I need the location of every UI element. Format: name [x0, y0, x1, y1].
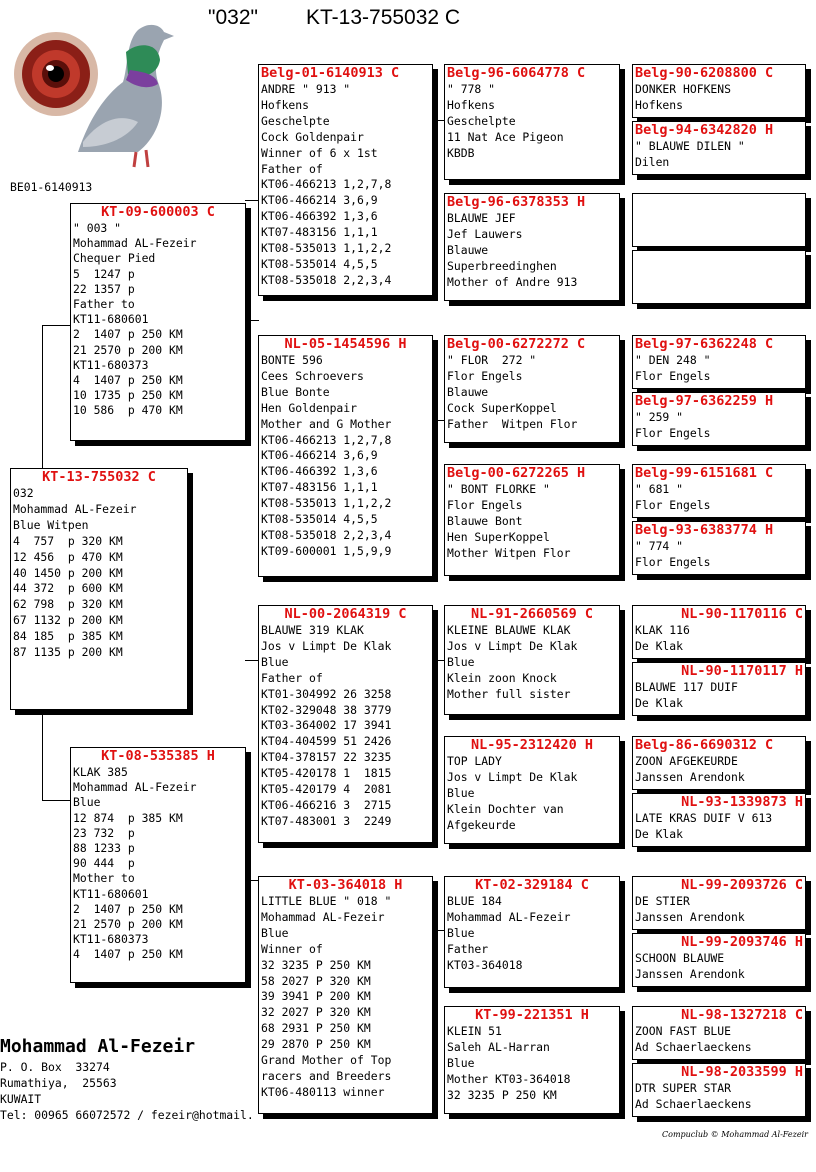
card-line: De Klak	[635, 826, 684, 841]
pedigree-card-gen4	[632, 392, 806, 446]
card-line: KT06-466213 1,2,7,8	[261, 177, 392, 192]
card-line: KT08-535013 1,1,2,2	[261, 241, 392, 256]
connector-line	[245, 660, 259, 661]
card-line: " BONT FLORKE "	[447, 482, 550, 496]
card-line: 39 3941 P 200 KM	[261, 989, 371, 1004]
card-line: Blue	[447, 654, 475, 669]
card-line: KT03-364002 17 3941	[261, 718, 392, 733]
card-line: Father of	[261, 670, 323, 685]
card-line: Blue Witpen	[13, 517, 89, 532]
card-line: Cock SuperKoppel	[447, 400, 557, 415]
pedigree-card-gen3	[444, 605, 620, 715]
card-line: Flor Engels	[635, 425, 711, 440]
card-line: " 681 "	[635, 482, 684, 496]
pedigree-card-gen4	[632, 793, 806, 847]
card-line: KLAK 385	[73, 765, 128, 779]
ring-id: KT-99-221351 H	[475, 1007, 589, 1023]
pedigree-card-gen4-empty	[632, 250, 806, 304]
connector-line	[245, 880, 259, 881]
card-line: Jos v Limpt De Klak	[261, 638, 392, 653]
card-line: 32 2027 P 320 KM	[261, 1005, 371, 1020]
card-line: Father to	[73, 297, 135, 312]
pedigree-card-gen4	[632, 464, 806, 518]
card-line: Geschelpte	[447, 113, 516, 128]
card-line: Winner of	[261, 941, 323, 956]
connector-line	[432, 660, 444, 661]
pedigree-card-gen3	[444, 193, 620, 301]
card-line: Mohammad AL-Fezeir	[261, 909, 385, 924]
card-line: 22 1357 p	[73, 281, 135, 296]
card-line: " FLOR 272 "	[447, 353, 537, 367]
card-line: KT08-535014 4,5,5	[261, 512, 378, 527]
card-line: KT08-535018 2,2,3,4	[261, 527, 392, 542]
card-line: DONKER HOFKENS	[635, 82, 732, 96]
card-line: " DEN 248 "	[635, 353, 711, 367]
card-line: KT06-466213 1,2,7,8	[261, 432, 392, 447]
photo-caption: BE01-6140913	[10, 180, 93, 194]
card-line: Grand Mother of Top	[261, 1053, 392, 1068]
card-line: KT11-680373	[73, 357, 149, 372]
connector-line	[432, 120, 444, 121]
connector-line	[432, 420, 444, 421]
card-line: Father of	[261, 161, 323, 176]
ring-id: KT-13-755032 C	[42, 469, 156, 485]
card-line: BLAUWE JEF	[447, 211, 516, 225]
card-line: KT11-680601	[73, 312, 149, 327]
pedigree-card-dam-dam	[258, 876, 433, 1114]
card-line: ANDRE " 913 "	[261, 82, 351, 96]
card-line: KT11-680601	[73, 886, 149, 901]
card-line: 84 185 p 385 KM	[13, 629, 123, 644]
ring-number: KT-13-755032 C	[306, 6, 461, 29]
card-line: LATE KRAS DUIF V 613	[635, 811, 773, 825]
pedigree-card-gen4	[632, 121, 806, 175]
card-line: KLEIN 51	[447, 1024, 502, 1038]
connector-line	[42, 800, 70, 801]
ring-id: Belg-97-6362248 C	[635, 336, 774, 352]
card-line: BLUE 184	[447, 894, 502, 908]
pedigree-card-gen4	[632, 1063, 806, 1117]
ring-id: Belg-93-6383774 H	[635, 522, 774, 538]
card-line: Janssen Arendonk	[635, 909, 745, 924]
card-line: " 259 "	[635, 410, 684, 424]
connector-line	[245, 320, 259, 321]
card-line: 88 1233 p	[73, 841, 135, 856]
ring-id: NL-00-2064319 C	[284, 606, 407, 622]
card-line: 44 372 p 600 KM	[13, 581, 123, 596]
pigeon-name: "032"	[208, 6, 258, 29]
card-line: 4 1407 p 250 KM	[73, 373, 183, 388]
ring-id: KT-08-535385 H	[101, 748, 215, 764]
card-line: KT06-466216 3 2715	[261, 797, 392, 812]
card-line: Father Witpen Flor	[447, 416, 578, 431]
ring-id: KT-09-600003 C	[101, 204, 215, 220]
card-line: Flor Engels	[447, 368, 523, 383]
card-line: Blauwe Bont	[447, 513, 523, 528]
card-line: Blue	[447, 1055, 475, 1070]
card-line: Blue Bonte	[261, 384, 330, 399]
card-line: Hofkens	[635, 97, 684, 112]
card-line: TOP LADY	[447, 754, 502, 768]
card-line: Blue	[447, 785, 475, 800]
card-line: 2 1407 p 250 KM	[73, 327, 183, 342]
connector-line	[42, 325, 70, 326]
card-line: Flor Engels	[635, 554, 711, 569]
card-line: 4 757 p 320 KM	[13, 533, 123, 548]
card-line: Klein Dochter van	[447, 801, 564, 816]
connector-line	[42, 710, 43, 800]
card-line: 32 3235 P 250 KM	[261, 957, 371, 972]
card-line: LITTLE BLUE " 018 "	[261, 894, 392, 908]
connector-line	[42, 325, 43, 468]
ring-id: Belg-96-6064778 C	[447, 65, 586, 81]
ring-id: NL-98-1327218 C	[681, 1007, 803, 1023]
card-line: Jef Lauwers	[447, 226, 523, 241]
pedigree-card-gen4	[632, 64, 806, 118]
pedigree-card-gen3	[444, 876, 620, 988]
ring-id: NL-05-1454596 H	[284, 336, 407, 352]
card-line: 12 874 p 385 KM	[73, 810, 183, 825]
card-line: 67 1132 p 200 KM	[13, 613, 123, 628]
card-line: 29 2870 P 250 KM	[261, 1037, 371, 1052]
card-line: KT04-404599 51 2426	[261, 734, 392, 749]
ring-id: NL-90-1170116 C	[681, 606, 803, 622]
card-line: 10 1735 p 250 KM	[73, 388, 183, 403]
card-line: " BLAUWE DILEN "	[635, 139, 745, 153]
card-line: BLAUWE 319 KLAK	[261, 623, 364, 637]
pedigree-card-sire	[70, 203, 246, 441]
card-line: Mohammad AL-Fezeir	[73, 236, 197, 251]
card-line: Flor Engels	[635, 368, 711, 383]
card-line: racers and Breeders	[261, 1068, 392, 1083]
connector-line	[245, 200, 259, 201]
card-line: Ad Schaerlaeckens	[635, 1096, 752, 1111]
card-line: Afgekeurde	[447, 817, 516, 832]
address-line: KUWAIT	[0, 1092, 42, 1106]
card-line: KT02-329048 38 3779	[261, 702, 392, 717]
card-line: " 003 "	[73, 221, 122, 235]
card-line: De Klak	[635, 695, 684, 710]
card-line: 21 2570 p 200 KM	[73, 342, 183, 357]
card-line: KT11-680373	[73, 932, 149, 947]
card-line: KT06-466392 1,3,6	[261, 464, 378, 479]
card-line: 58 2027 P 320 KM	[261, 973, 371, 988]
card-line: Saleh AL-Harran	[447, 1039, 550, 1054]
pedigree-card-gen4	[632, 521, 806, 575]
card-line: Blue	[447, 925, 475, 940]
card-line: 4 1407 p 250 KM	[73, 947, 183, 962]
card-line: KT07-483156 1,1,1	[261, 225, 378, 240]
card-line: Mother full sister	[447, 686, 571, 701]
ring-id: Belg-94-6342820 H	[635, 122, 774, 138]
card-line: KT08-535014 4,5,5	[261, 256, 378, 271]
pedigree-card-gen3	[444, 335, 620, 443]
card-line: Janssen Arendonk	[635, 966, 745, 981]
card-line: Winner of 6 x 1st	[261, 145, 378, 160]
card-line: 68 2931 P 250 KM	[261, 1021, 371, 1036]
card-line: " 774 "	[635, 539, 684, 553]
card-line: 62 798 p 320 KM	[13, 597, 123, 612]
card-line: 12 456 p 470 KM	[13, 549, 123, 564]
ring-id: Belg-99-6151681 C	[635, 465, 774, 481]
card-line: 10 586 p 470 KM	[73, 403, 183, 418]
ring-id: Belg-96-6378353 H	[447, 194, 586, 210]
card-line: ZOON AFGEKEURDE	[635, 754, 738, 768]
ring-id: Belg-97-6362259 H	[635, 393, 774, 409]
card-line: Geschelpte	[261, 113, 330, 128]
card-line: BLAUWE 117 DUIF	[635, 680, 738, 694]
copyright-note: Compuclub © Mohammad Al-Fezeir	[662, 1130, 808, 1139]
card-line: SCHOON BLAUWE	[635, 951, 725, 965]
card-line: DE STIER	[635, 894, 690, 908]
card-line: 11 Nat Ace Pigeon	[447, 129, 564, 144]
card-line: KT06-466214 3,6,9	[261, 193, 378, 208]
card-line: De Klak	[635, 638, 684, 653]
address-line: Rumathiya, 25563	[0, 1076, 117, 1090]
ring-id: NL-99-2093726 C	[681, 877, 803, 893]
ring-id: Belg-00-6272265 H	[447, 465, 586, 481]
card-line: 90 444 p	[73, 856, 135, 871]
card-line: Flor Engels	[635, 497, 711, 512]
card-line: KLEINE BLAUWE KLAK	[447, 623, 571, 637]
card-line: Mohammad AL-Fezeir	[13, 501, 137, 516]
card-line: 5 1247 p	[73, 266, 135, 281]
card-line: Cees Schroevers	[261, 368, 364, 383]
ring-id: KT-02-329184 C	[475, 877, 589, 893]
card-line: Ad Schaerlaeckens	[635, 1039, 752, 1054]
card-line: KT03-364018	[447, 957, 523, 972]
card-line: Janssen Arendonk	[635, 769, 745, 784]
card-line: Mother and G Mother	[261, 416, 392, 431]
card-line: 87 1135 p 200 KM	[13, 645, 123, 660]
card-line: KT09-600001 1,5,9,9	[261, 543, 392, 558]
pedigree-card-dam-sire	[258, 605, 433, 843]
card-line: KLAK 116	[635, 623, 690, 637]
card-line: Mother Witpen Flor	[447, 545, 571, 560]
card-line: Father	[447, 941, 489, 956]
card-line: 32 3235 P 250 KM	[447, 1087, 557, 1102]
card-line: KT08-535013 1,1,2,2	[261, 496, 392, 511]
ring-id: NL-98-2033599 H	[681, 1064, 803, 1080]
address-line: P. O. Box 33274	[0, 1060, 110, 1074]
ring-id: Belg-01-6140913 C	[261, 65, 400, 81]
card-line: BONTE 596	[261, 353, 323, 367]
card-line: Klein zoon Knock	[447, 670, 557, 685]
card-line: KBDB	[447, 145, 475, 160]
card-line: 032	[13, 486, 34, 500]
pigeon-photo	[8, 12, 180, 172]
card-line: Flor Engels	[447, 497, 523, 512]
card-line: Mother KT03-364018	[447, 1071, 571, 1086]
ring-id: KT-03-364018 H	[288, 877, 403, 893]
card-line: 2 1407 p 250 KM	[73, 901, 183, 916]
connector-line	[432, 930, 444, 931]
pedigree-card-gen3	[444, 464, 620, 576]
card-line: Hofkens	[447, 97, 496, 112]
pedigree-card-dam	[70, 747, 246, 983]
card-line: 23 732 p	[73, 825, 135, 840]
card-line: KT06-466214 3,6,9	[261, 448, 378, 463]
card-line: KT07-483001 3 2249	[261, 813, 392, 828]
pedigree-card-gen4	[632, 933, 806, 987]
pedigree-card-subject	[10, 468, 188, 710]
card-line: 21 2570 p 200 KM	[73, 917, 183, 932]
ring-id: Belg-90-6208800 C	[635, 65, 774, 81]
card-line: Blue	[73, 795, 101, 810]
card-line: Jos v Limpt De Klak	[447, 638, 578, 653]
owner-name: Mohammad Al-Fezeir	[0, 1036, 196, 1057]
pedigree-card-gen3	[444, 736, 620, 844]
card-line: KT07-483156 1,1,1	[261, 480, 378, 495]
card-line: 40 1450 p 200 KM	[13, 565, 123, 580]
pedigree-card-sire-sire	[258, 64, 433, 296]
card-line: Blauwe	[447, 384, 489, 399]
pedigree-card-gen4-empty	[632, 193, 806, 247]
card-line: KT01-304992 26 3258	[261, 686, 392, 701]
card-line: ZOON FAST BLUE	[635, 1024, 732, 1038]
card-line: Chequer Pied	[73, 251, 156, 266]
contact-line: Tel: 00965 66072572 / fezeir@hotmail.	[0, 1108, 254, 1122]
card-line: KT08-535018 2,2,3,4	[261, 272, 392, 287]
card-line: Cock Goldenpair	[261, 129, 364, 144]
card-line: DTR SUPER STAR	[635, 1081, 732, 1095]
pedigree-card-gen4	[632, 736, 806, 790]
pedigree-card-gen4	[632, 876, 806, 930]
card-line: KT06-466392 1,3,6	[261, 209, 378, 224]
pedigree-card-gen3	[444, 64, 620, 180]
card-line: Hofkens	[261, 97, 310, 112]
ring-id: Belg-86-6690312 C	[635, 737, 774, 753]
card-line: Hen SuperKoppel	[447, 529, 550, 544]
ring-id: NL-93-1339873 H	[681, 794, 803, 810]
pedigree-card-gen4	[632, 662, 806, 716]
card-line: KT05-420179 4 2081	[261, 782, 392, 797]
ring-id: NL-95-2312420 H	[471, 737, 593, 753]
ring-id: NL-91-2660569 C	[471, 606, 593, 622]
ring-id: NL-99-2093746 H	[681, 934, 803, 950]
card-line: Mother of Andre 913	[447, 274, 578, 289]
card-line: Hen Goldenpair	[261, 400, 358, 415]
card-line: Blue	[261, 654, 289, 669]
pedigree-card-sire-dam	[258, 335, 433, 577]
ring-id: NL-90-1170117 H	[681, 663, 803, 679]
card-line: KT06-480113 winner	[261, 1084, 385, 1099]
card-line: KT04-378157 22 3235	[261, 750, 392, 765]
card-line: Jos v Limpt De Klak	[447, 769, 578, 784]
card-line: Mohammad AL-Fezeir	[447, 909, 571, 924]
card-line: Superbreedinghen	[447, 258, 557, 273]
pedigree-card-gen4	[632, 335, 806, 389]
pedigree-card-gen4	[632, 605, 806, 659]
pedigree-card-gen4	[632, 1006, 806, 1060]
card-line: Dilen	[635, 154, 670, 169]
ring-id: Belg-00-6272272 C	[447, 336, 586, 352]
card-line: Mohammad AL-Fezeir	[73, 780, 197, 795]
card-line: Blauwe	[447, 242, 489, 257]
card-line: Mother to	[73, 871, 135, 886]
card-line: Blue	[261, 925, 289, 940]
card-line: " 778 "	[447, 82, 496, 96]
card-line: KT05-420178 1 1815	[261, 766, 392, 781]
pedigree-card-gen3	[444, 1006, 620, 1114]
